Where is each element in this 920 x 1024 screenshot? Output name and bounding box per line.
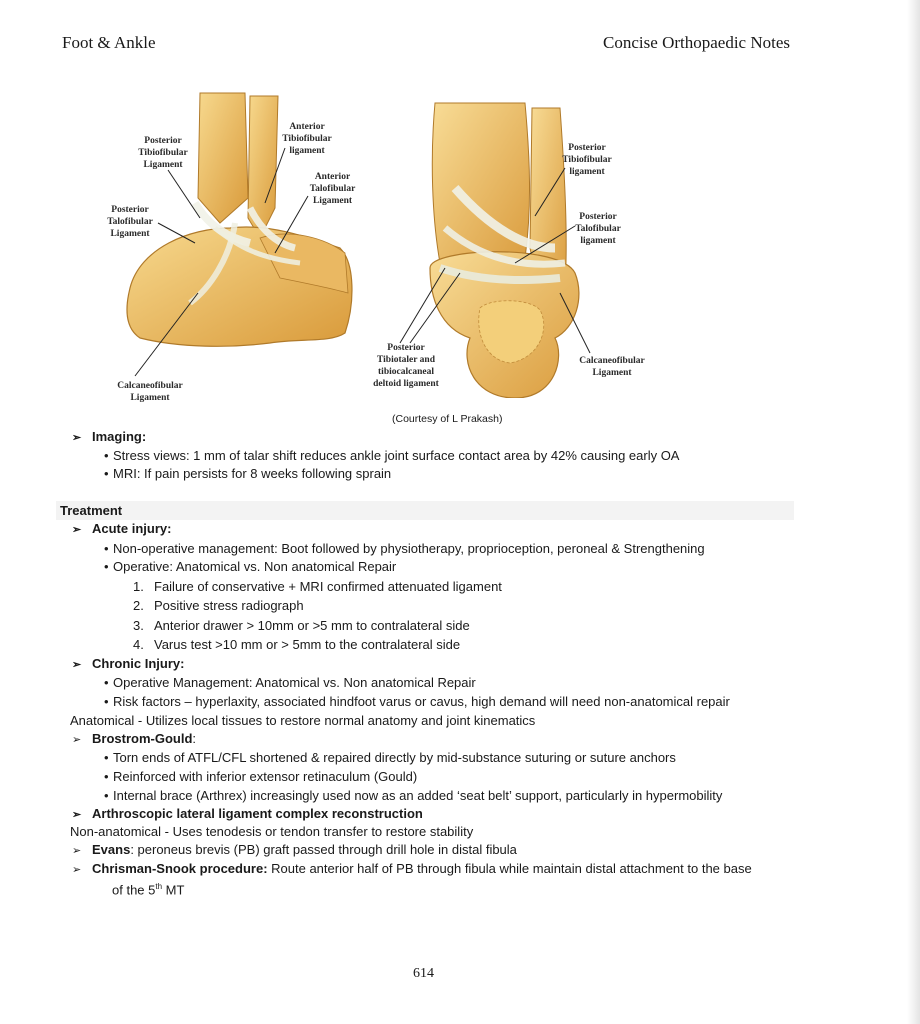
label-deltoid-ligament: Posterior Tibiotaler and tibiocalcaneal deltoid ligament [373,343,439,389]
bullet-icon: • [104,675,109,690]
bullet-icon: • [104,769,109,784]
brostrom-heading: ➢ Brostrom-Gould: [72,730,196,749]
chrisman-snook-item: ➢ Chrisman-Snook procedure: Route anterior half of PB through fibula while maintain distal attachment to the base [72,860,752,879]
arrow-bullet-icon: ➢ [72,524,82,536]
bullet-icon: • [104,694,109,709]
chronic-item-1: • Operative Management: Anatomical vs. Non anatomical Repair [104,675,476,690]
arrow-bullet-icon: ➢ [72,734,82,746]
page-number: 614 [413,966,434,981]
acute-numbered-3: 3. Anterior drawer > 10mm or >5 mm to contralateral side [133,618,470,633]
label-anterior-tibiofibular-ligament: Anterior Tibiofibular ligament [282,122,332,156]
figure-credit: (Courtesy of L Prakash) [392,413,503,425]
arrow-bullet-icon: ➢ [72,659,82,671]
acute-numbered-2: 2. Positive stress radiograph [133,598,304,613]
treatment-heading: Treatment [60,503,123,518]
label-calcaneofibular-ligament-right: Calcaneofibular Ligament [579,356,645,378]
arthroscopic-heading: ➢ Arthroscopic lateral ligament complex reconstruction [72,805,423,824]
label-calcaneofibular-ligament-left: Calcaneofibular Ligament [117,381,183,403]
anatomical-note: Anatomical - Utilizes local tissues to restore normal anatomy and joint kinematics [70,713,536,728]
page-edge-shadow [907,0,920,1024]
imaging-item-1: • Stress views: 1 mm of talar shift reduces ankle joint surface contact area by 42% causing early OA [104,448,680,463]
chronic-item-2: • Risk factors – hyperlaxity, associated hindfoot varus or cavus, high demand will need non-anatomical repair [104,694,730,709]
treatment-heading-bar [56,501,794,520]
bullet-icon: • [104,750,109,765]
brostrom-item-3: • Internal brace (Arthrex) increasingly used now as an added ‘seat belt’ support, particularly in hypermobility [104,788,723,803]
arrow-bullet-icon: ➢ [72,864,82,876]
imaging-heading: ➢ Imaging: [72,428,146,447]
arrow-bullet-icon: ➢ [72,809,82,821]
label-posterior-talofibular-ligament-right: Posterior Talofibular ligament [575,212,621,246]
bullet-icon: • [104,788,109,803]
acute-numbered-1: 1. Failure of conservative + MRI confirmed attenuated ligament [133,579,502,594]
bullet-icon: • [104,559,109,574]
acute-injury-heading: ➢ Acute injury: [72,520,171,539]
arrow-bullet-icon: ➢ [72,432,82,444]
acute-numbered-4: 4. Varus test >10 mm or > 5mm to the contralateral side [133,637,461,652]
label-posterior-talofibular-ligament-left: Posterior Talofibular Ligament [107,205,153,239]
imaging-item-2: • MRI: If pain persists for 8 weeks following sprain [104,466,392,481]
bullet-icon: • [104,541,109,556]
chronic-injury-heading: ➢ Chronic Injury: [72,655,184,674]
evans-item: ➢ Evans: peroneus brevis (PB) graft passed through drill hole in distal fibula [72,841,517,860]
running-header-left: Foot & Ankle [62,33,156,52]
non-anatomical-note: Non-anatomical - Uses tenodesis or tendon transfer to restore stability [70,824,474,839]
chrisman-snook-continuation: of the 5th MT [112,882,185,898]
label-posterior-tibiofibular-ligament-right: Posterior Tibiofibular ligament [562,143,612,177]
arrow-bullet-icon: ➢ [72,845,82,857]
bullet-icon: • [104,448,109,463]
running-header-right: Concise Orthopaedic Notes [603,33,790,52]
bullet-icon: • [104,466,109,481]
acute-item-1: • Non-operative management: Boot followed by physiotherapy, proprioception, peroneal & Strengthening [104,541,705,556]
brostrom-item-2: • Reinforced with inferior extensor retinaculum (Gould) [104,769,418,784]
brostrom-item-1: • Torn ends of ATFL/CFL shortened & repaired directly by mid-substance suturing or suture anchors [104,750,676,765]
acute-item-2: • Operative: Anatomical vs. Non anatomical Repair [104,559,397,574]
label-anterior-talofibular-ligament: Anterior Talofibular Ligament [309,172,356,206]
label-posterior-tibiofibular-ligament-left: Posterior Tibiofibular Ligament [138,136,188,170]
